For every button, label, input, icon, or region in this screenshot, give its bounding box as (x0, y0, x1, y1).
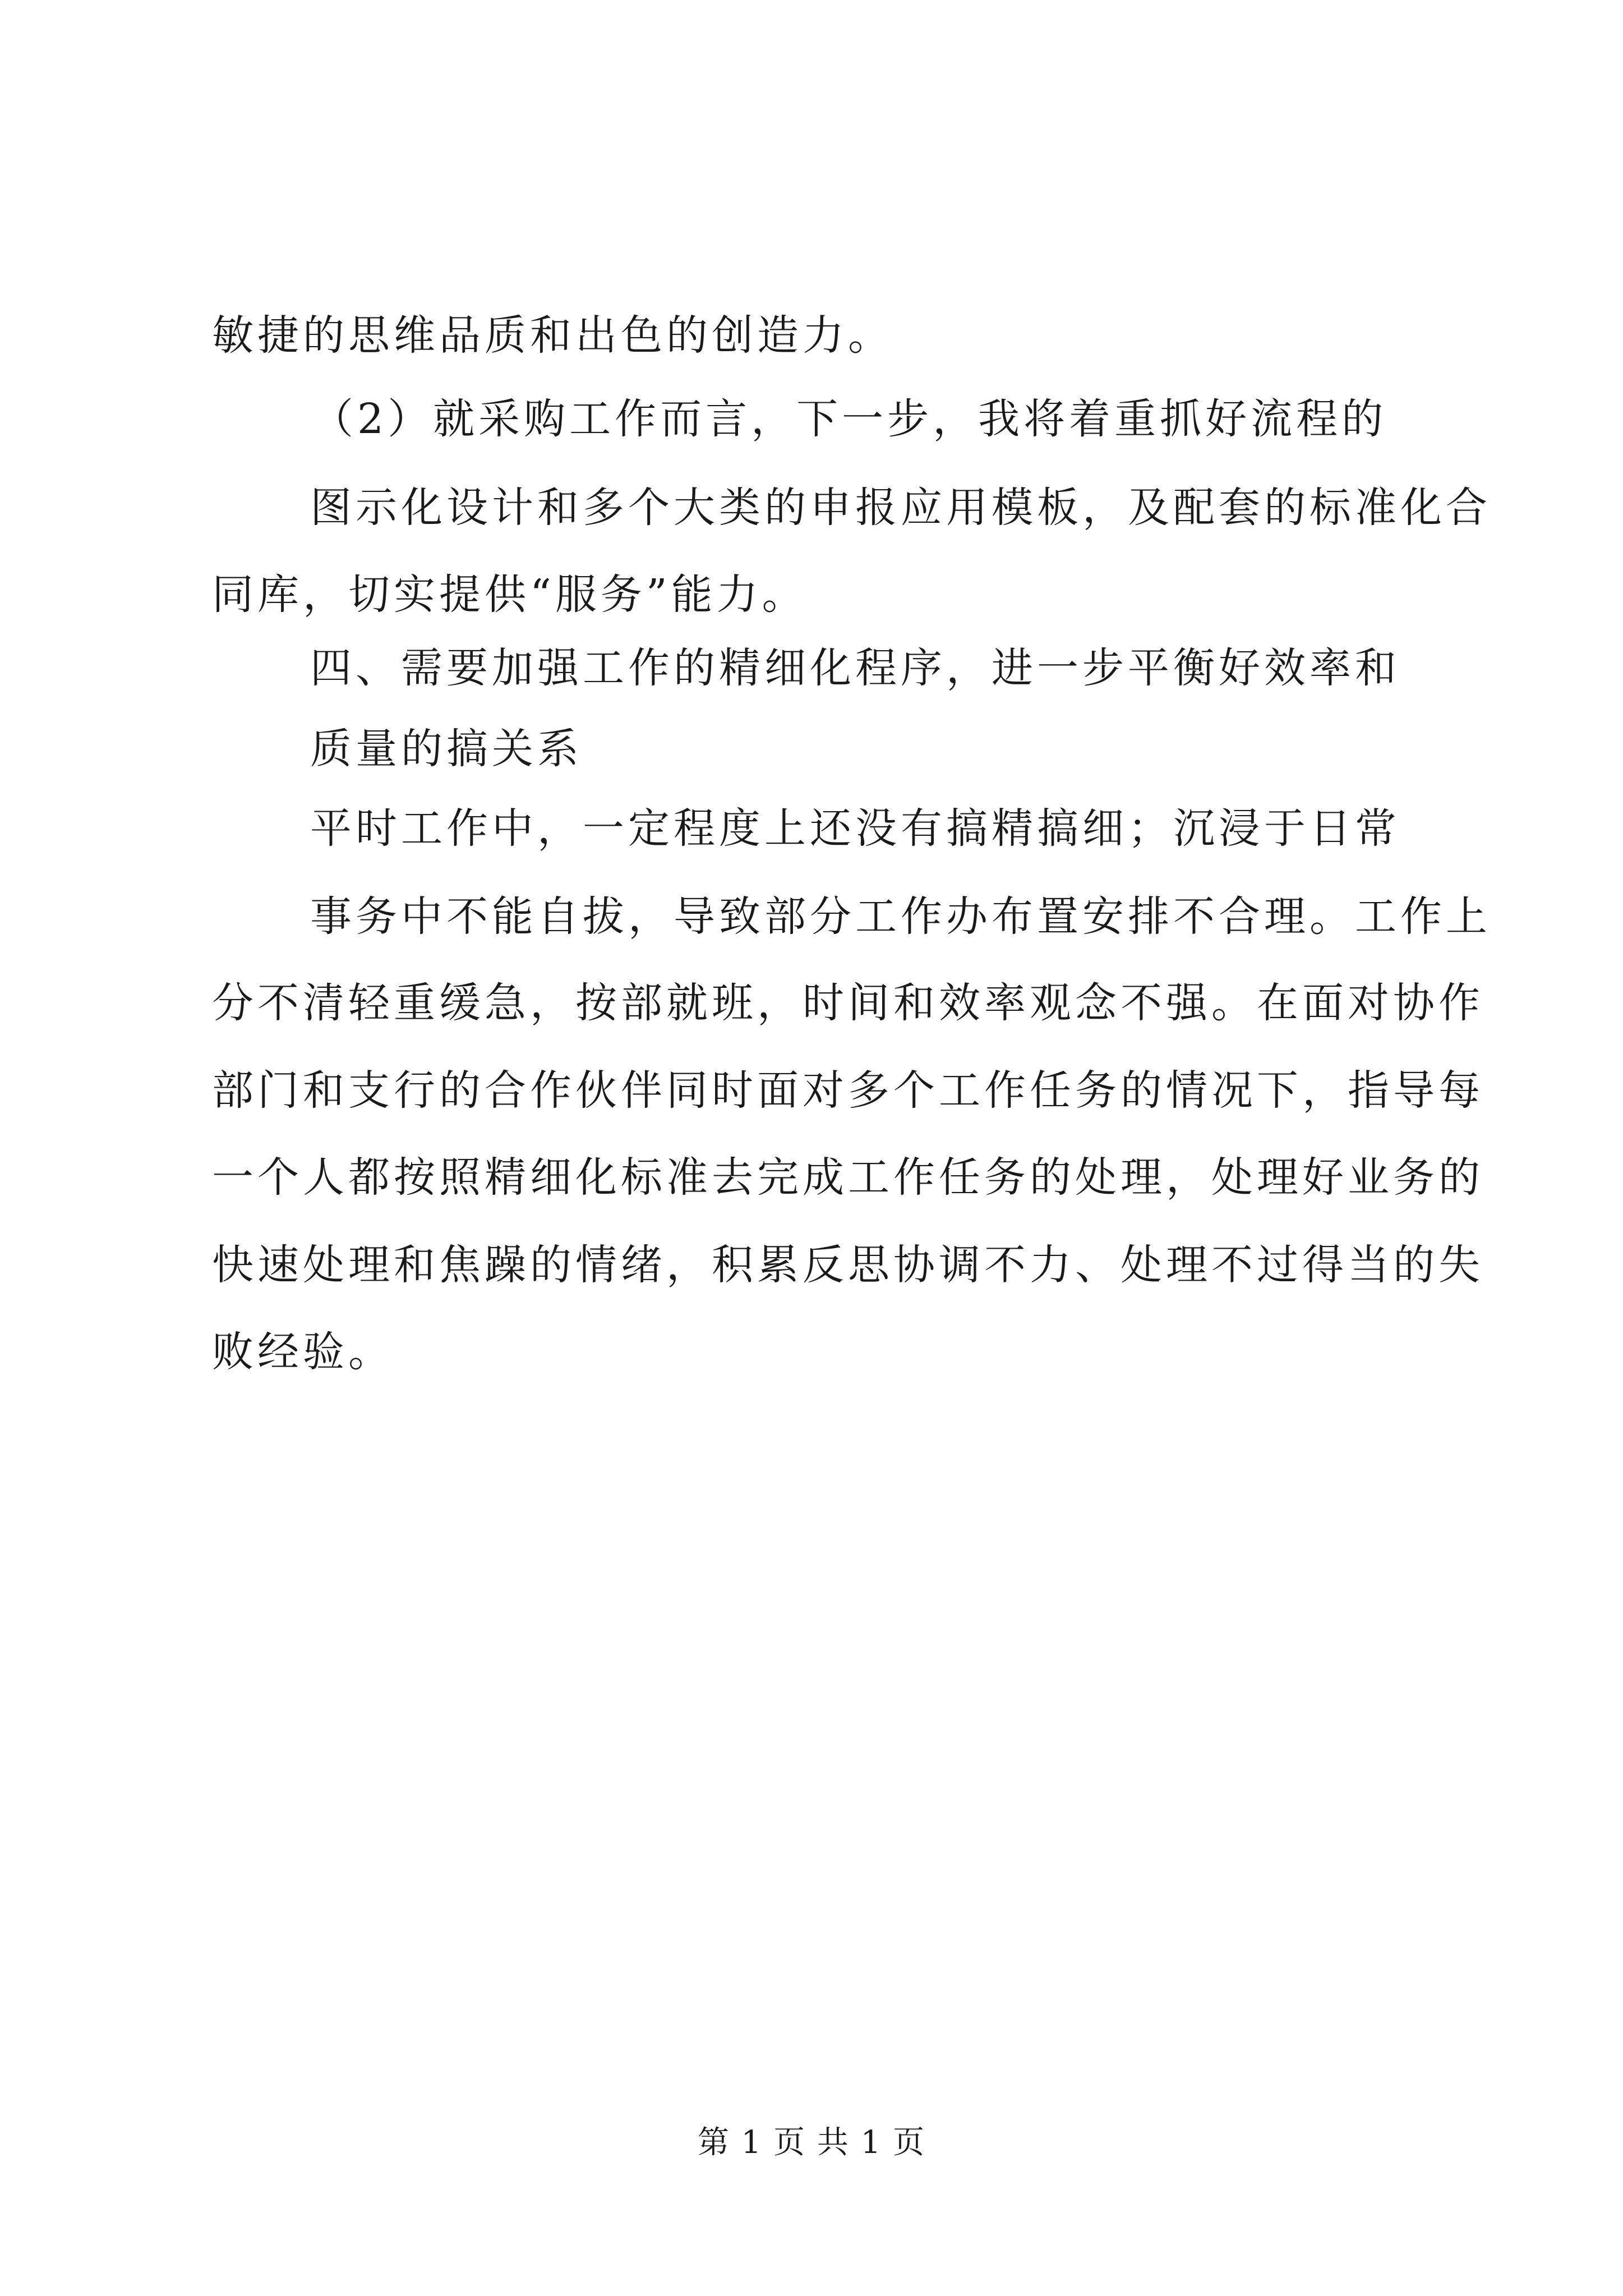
body-line-11: 一个人都按照精细化标准去完成工作任务的处理，处理好业务的 (212, 1153, 1484, 1202)
body-line-7: 平时工作中，一定程度上还没有搞精搞细；沉浸于日常 (310, 804, 1400, 853)
body-line-10: 部门和支行的合作伙伴同时面对多个工作任务的情况下，指导每 (212, 1066, 1484, 1115)
body-line-6: 质量的搞关系 (310, 725, 583, 773)
body-line-8: 事务中不能自拔，导致部分工作办布置安排不合理。工作上 (310, 892, 1491, 941)
body-line-5: 四、需要加强工作的精细化程序，进一步平衡好效率和 (310, 644, 1400, 692)
body-line-13: 败经验。 (212, 1328, 394, 1376)
page-number-footer: 第 1 页 共 1 页 (697, 2124, 926, 2161)
body-line-2: （2）就采购工作而言，下一步，我将着重抓好流程的 (312, 395, 1387, 443)
body-line-1: 敏捷的思维品质和出色的创造力。 (212, 311, 893, 360)
body-line-9: 分不清轻重缓急，按部就班，时间和效率观念不强。在面对协作 (212, 979, 1484, 1027)
body-line-12: 快速处理和焦躁的情绪，积累反思协调不力、处理不过得当的失 (212, 1241, 1484, 1289)
body-line-3: 图示化设计和多个大类的申报应用模板，及配套的标准化合 (310, 484, 1491, 532)
body-line-4: 同库，切实提供“服务”能力。 (212, 570, 808, 619)
